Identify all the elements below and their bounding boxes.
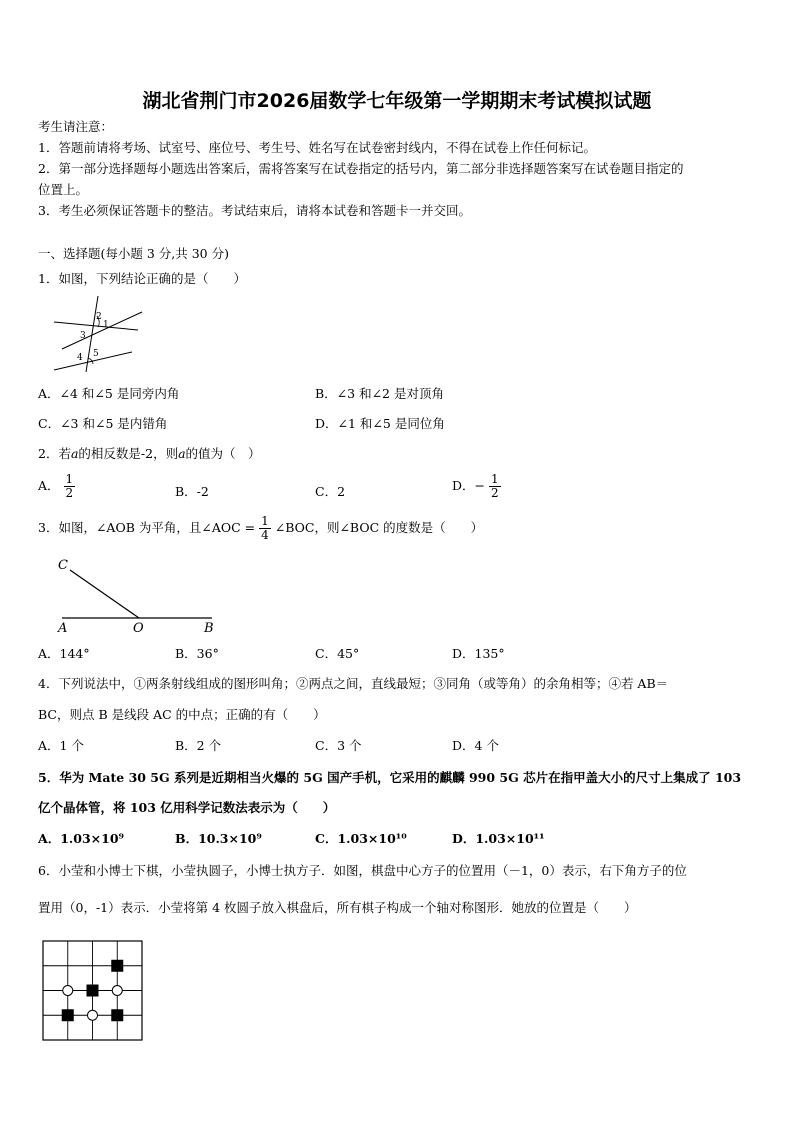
- notice-item-2: 2．第一部分选择题每小题选出答案后，需将答案写在试卷指定的括号内，第二部分非选择题答案写在试卷题目指定的: [38, 161, 684, 176]
- square-piece: [87, 985, 99, 997]
- q1-stem: 1．如图，下列结论正确的是（ ）: [38, 271, 246, 286]
- q2-option-b: B．-2: [175, 484, 209, 499]
- notice-item-1: 1．答题前请将考场、试室号、座位号、考生号、姓名写在试卷密封线内，不得在试卷上作任何标记。: [38, 140, 596, 155]
- q4-option-b: B．2 个: [175, 738, 222, 753]
- notice-heading: 考生请注意：: [38, 119, 114, 134]
- square-piece: [111, 960, 123, 972]
- q1-label-2: 2: [96, 312, 102, 322]
- notice-item-2-cont: 位置上。: [38, 182, 89, 197]
- q2-stem: 2．若a的相反数是-2，则a的值为（ ）: [38, 446, 261, 461]
- q2-option-d: D．− $\frac{1}{2}$: [452, 472, 499, 500]
- section-heading: 一、选择题(每小题 3 分,共 30 分): [38, 246, 229, 261]
- q3-label-c: C: [58, 558, 68, 573]
- q4-option-d: D．4 个: [452, 738, 499, 753]
- q2-option-c: C．2: [315, 484, 346, 499]
- q4-stem-line2: BC，则点 B 是线段 AC 的中点；正确的有（ ）: [38, 707, 326, 722]
- q6-stem-line1: 6．小莹和小博士下棋，小莹执圆子，小博士执方子．如图，棋盘中心方子的位置用（－1，0）表示，右下角方子的位: [38, 863, 687, 878]
- q6-chessboard: [42, 940, 144, 1042]
- q5-option-b: B．10.3×10⁹: [175, 831, 262, 846]
- q3-label-a: A: [58, 621, 68, 636]
- q1-figure: [48, 294, 148, 372]
- square-piece: [111, 1009, 123, 1021]
- q2-option-a: A． $\frac{1}{2}$: [38, 472, 74, 500]
- q3-figure: [54, 556, 224, 636]
- q5-option-d: D．1.03×10¹¹: [452, 831, 545, 846]
- q3-option-c: C．45°: [315, 646, 360, 661]
- q3-option-d: D．135°: [452, 646, 505, 661]
- q5-option-a: A．1.03×10⁹: [38, 831, 124, 846]
- q1-option-b: B．∠3 和∠2 是对顶角: [315, 386, 444, 401]
- q4-option-a: A．1 个: [38, 738, 84, 753]
- q4-stem-line1: 4．下列说法中，①两条射线组成的图形叫角；②两点之间，直线最短；③同角（或等角）的余角相等；④若 AB＝: [38, 676, 669, 691]
- q5-option-c: C．1.03×10¹⁰: [315, 831, 407, 846]
- q1-label-3: 3: [80, 331, 86, 341]
- q1-label-1: 1: [103, 320, 109, 330]
- round-piece: [63, 986, 73, 996]
- q1-label-5: 5: [93, 349, 99, 359]
- q1-option-a: A．∠4 和∠5 是同旁内角: [38, 386, 180, 401]
- q5-stem-line2: 亿个晶体管，将 103 亿用科学记数法表示为（ ）: [38, 800, 336, 815]
- notice-item-3: 3．考生必须保证答题卡的整洁。考试结束后，请将本试卷和答题卡一并交回。: [38, 203, 471, 218]
- q3-option-a: A．144°: [38, 646, 90, 661]
- square-piece: [62, 1009, 74, 1021]
- q3-label-b: B: [204, 621, 214, 636]
- q1-label-4: 4: [77, 353, 83, 363]
- q1-option-c: C．∠3 和∠5 是内错角: [38, 416, 168, 431]
- q6-stem-line2: 置用（0，-1）表示．小莹将第 4 枚圆子放入棋盘后，所有棋子构成一个轴对称图形．她放的位置是（ ）: [38, 900, 637, 915]
- q3-label-o: O: [133, 621, 144, 636]
- page-title: 湖北省荆门市2026届数学七年级第一学期期末考试模拟试题: [142, 90, 652, 112]
- round-piece: [88, 1010, 98, 1020]
- q5-stem-line1: 5．华为 Mate 30 5G 系列是近期相当火爆的 5G 国产手机，它采用的麒麟 990 5G 芯片在指甲盖大小的尺寸上集成了 103: [38, 770, 742, 785]
- q4-option-c: C．3 个: [315, 738, 362, 753]
- q3-stem: 3．如图，∠AOB 为平角，且∠AOC = $\frac{1}{4}$ ∠BOC，则∠BOC 的度数是（ ）: [38, 514, 484, 542]
- q1-option-d: D．∠1 和∠5 是同位角: [315, 416, 445, 431]
- q3-option-b: B．36°: [175, 646, 219, 661]
- round-piece: [112, 986, 122, 996]
